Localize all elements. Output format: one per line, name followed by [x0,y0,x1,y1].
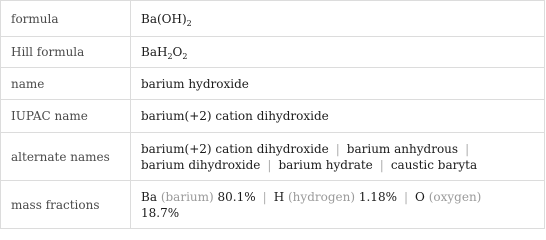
hill-formula-part-1: BaH [141,45,168,59]
mass-fraction-symbol: Ba [141,189,157,204]
formula-row [1,1,545,37]
iupac-name-value: barium(+2) cation dihydroxide [131,100,545,133]
mass-fraction-symbol: H [273,189,285,204]
mass-fraction-symbol: O [415,189,425,204]
mass-fraction-percent: 18.7% [141,205,180,220]
hill-formula-row [1,37,545,68]
name-label: name [1,68,131,100]
alternate-names-value [131,133,545,181]
mass-fraction-percent: 80.1% [217,189,256,204]
mass-fraction-element: (barium) [160,189,214,204]
alternate-names-label: alternate names [1,133,131,181]
alternate-name-item: barium hydrate [278,157,373,172]
separator: | [335,141,340,156]
mass-fraction-element: (hydrogen) [288,189,356,204]
hill-formula-sub-1: 2 [167,52,173,61]
name-value: barium hydroxide [131,68,545,100]
hill-formula-part-2: O [172,45,183,59]
mass-fractions-value [131,181,545,229]
separator: | [403,189,409,204]
alternate-name-item: barium anhydrous [346,141,459,156]
mass-fractions-label: mass fractions [1,181,131,229]
mass-fraction-percent: 1.18% [358,189,397,204]
hill-formula-sub-2: 2 [182,52,188,61]
name-row [1,68,545,100]
formula-value [131,1,545,37]
mass-fraction-element: (oxygen) [428,189,482,204]
mass-fractions-row [1,181,545,229]
iupac-name-row [1,100,545,133]
alternate-name-item: barium(+2) cation dihydroxide [141,141,329,156]
iupac-name-label: IUPAC name [1,100,131,133]
hill-formula-label: Hill formula [1,37,131,68]
alternate-name-item: caustic baryta [390,157,478,172]
separator: | [267,157,272,172]
separator: | [465,141,470,156]
formula-base: Ba(OH) [141,11,187,26]
alternate-names-row [1,133,545,181]
formula-subscript: 2 [186,18,192,28]
hill-formula-value [131,37,545,68]
formula-label: formula [1,1,131,37]
alternate-name-item: barium dihydroxide [141,157,261,172]
separator: | [379,157,384,172]
separator: | [262,189,267,204]
